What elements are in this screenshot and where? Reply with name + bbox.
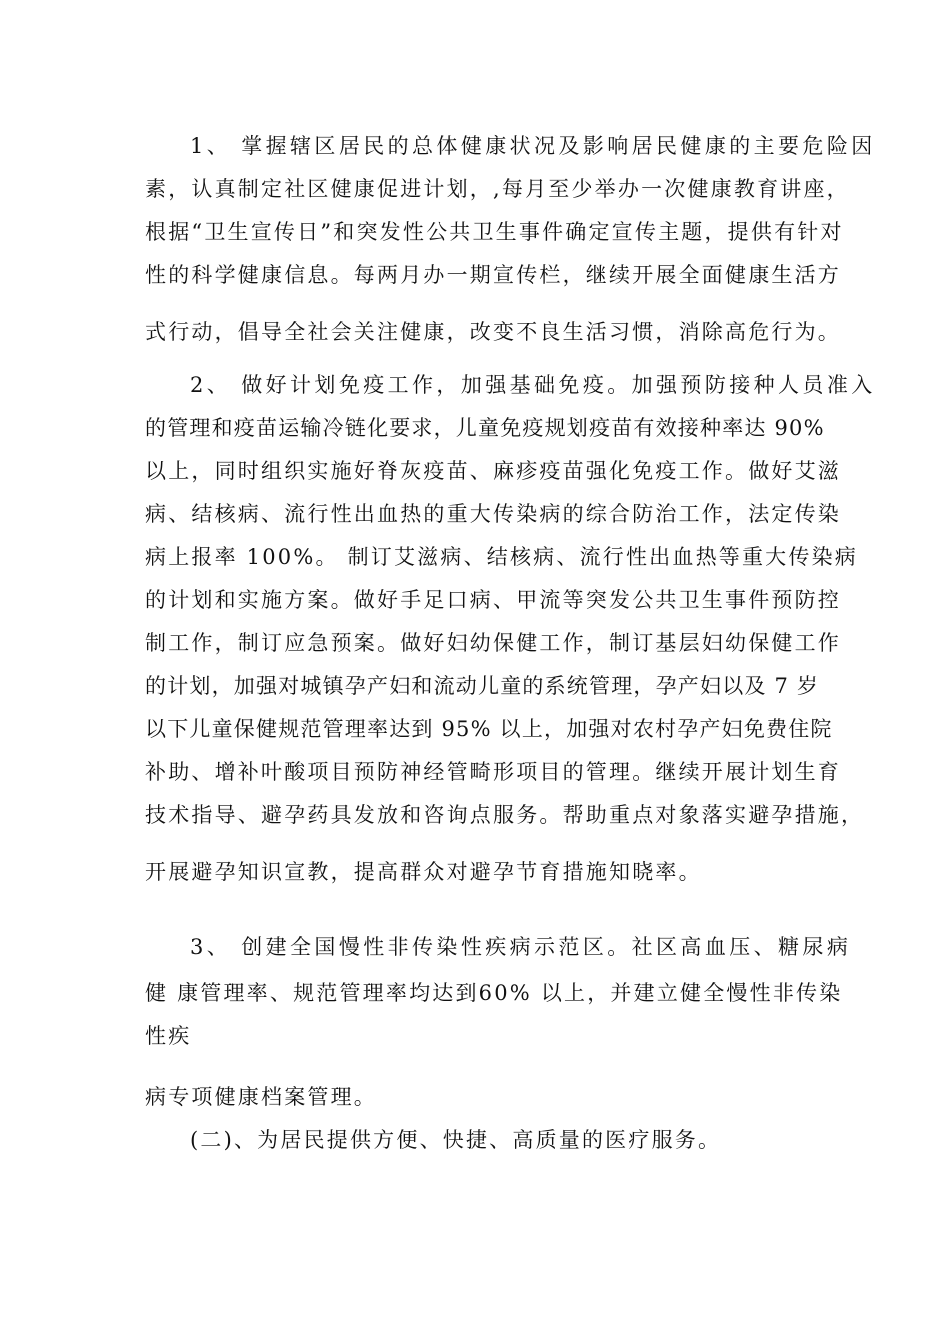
text-line: 开展避孕知识宣教，提高群众对避孕节育措施知晓率。 xyxy=(145,860,702,884)
text-line: 病专项健康档案管理。 xyxy=(145,1085,377,1109)
text-line: 健 康管理率、规范管理率均达到60% 以上，并建立健全慢性非传染 xyxy=(145,981,843,1005)
text-line: 根据“卫生宣传日”和突发性公共卫生事件确定宣传主题，提供有针对 xyxy=(145,220,844,244)
text-line: 2、 做好计划免疫工作，加强基础免疫。加强预防接种人员准入 xyxy=(190,373,876,397)
text-line: 1、 掌握辖区居民的总体健康状况及影响居民健康的主要危险因 xyxy=(190,134,876,158)
text-line: 以下儿童保健规范管理率达到 95% 以上，加强对农村孕产妇免费住院 xyxy=(145,717,833,741)
text-line: 性的科学健康信息。每两月办一期宣传栏，继续开展全面健康生活方 xyxy=(145,263,841,287)
text-line: 制工作，制订应急预案。做好妇幼保健工作，制订基层妇幼保健工作 xyxy=(145,631,841,655)
text-line: 式行动，倡导全社会关注健康，改变不良生活习惯，消除高危行为。 xyxy=(145,320,841,344)
text-line: 的管理和疫苗运输冷链化要求，儿童免疫规划疫苗有效接种率达 90% xyxy=(145,416,825,440)
text-line: 的计划，加强对城镇孕产妇和流动儿童的系统管理，孕产妇以及 7 岁 xyxy=(145,674,820,698)
text-line: 素，认真制定社区健康促进计划，,每月至少举办一次健康教育讲座， xyxy=(145,177,850,201)
text-line: 技术指导、避孕药具发放和咨询点服务。帮助重点对象落实避孕措施， xyxy=(145,803,865,827)
text-line: 3、 创建全国慢性非传染性疾病示范区。社区高血压、糖尿病 xyxy=(190,935,852,959)
text-line: 病上报率 100%。 制订艾滋病、结核病、流行性出血热等重大传染病 xyxy=(145,545,858,569)
text-line: 性疾 xyxy=(145,1024,192,1048)
text-line: 补助、增补叶酸项目预防神经管畸形项目的管理。继续开展计划生育 xyxy=(145,760,841,784)
text-line: 病、结核病、流行性出血热的重大传染病的综合防治工作，法定传染 xyxy=(145,502,841,526)
text-line: 的计划和实施方案。做好手足口病、甲流等突发公共卫生事件预防控 xyxy=(145,588,841,612)
section-heading-text: (二)、为居民提供方便、快捷、高质量的医疗服务。 xyxy=(190,1128,722,1152)
text-line: 以上，同时组织实施好脊灰疫苗、麻疹疫苗强化免疫工作。做好艾滋 xyxy=(145,459,841,483)
